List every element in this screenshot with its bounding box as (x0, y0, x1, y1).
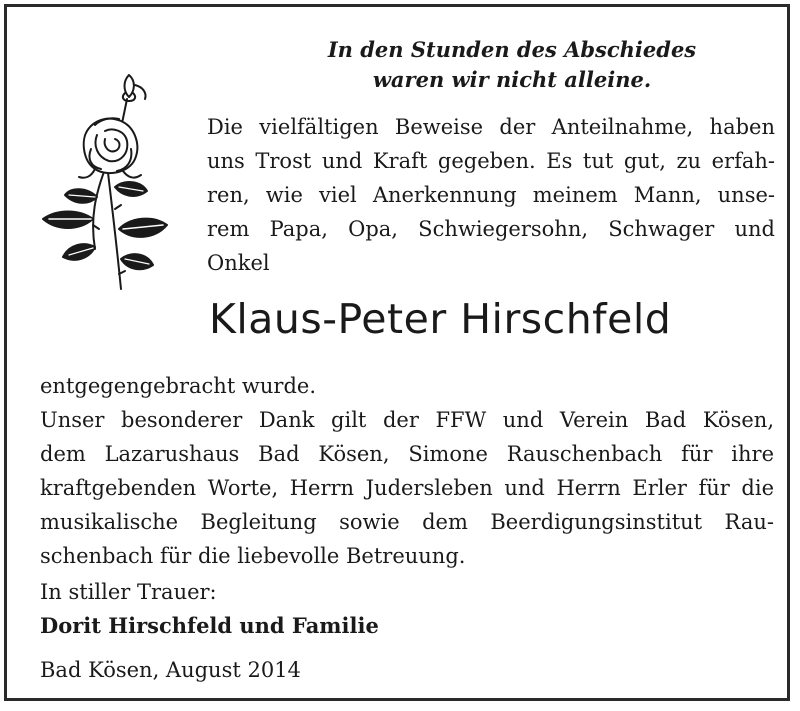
intro-line: ren, wie viel Anerkennung meinem Mann, unse- (207, 183, 775, 207)
rose-icon (35, 69, 173, 291)
body-line: musikalische Begleitung sowie dem Beerdigungsinstitut Rau- (40, 510, 774, 534)
place-date: Bad Kösen, August 2014 (40, 658, 301, 682)
body-line: dem Lazarushaus Bad Kösen, Simone Rauschenbach für ihre (40, 442, 774, 466)
motto (277, 35, 747, 95)
motto-line-2: waren wir nicht alleine. (372, 67, 652, 92)
intro-line: rem Papa, Opa, Schwiegersohn, Schwager und (207, 217, 775, 241)
signer-name: Dorit Hirschfeld und Familie (40, 613, 379, 638)
intro-line: Die vielfältigen Beweise der Anteilnahme, haben (207, 115, 775, 139)
intro-text (207, 110, 775, 280)
closing-block (40, 575, 640, 687)
closing-greeting: In stiller Trauer: (40, 580, 217, 604)
body-line: Unser besonderer Dank gilt der FFW und Verein Bad Kösen, (40, 408, 774, 432)
intro-line: Onkel (207, 251, 270, 275)
body-line: schenbach für die liebevolle Betreuung. (40, 544, 466, 568)
notice-frame (4, 4, 790, 701)
body-line: kraftgebenden Worte, Herrn Judersleben und Herrn Erler für die (40, 476, 774, 500)
intro-line: uns Trost und Kraft gegeben. Es tut gut, zu erfah- (207, 149, 775, 173)
body-line: entgegengebracht wurde. (40, 374, 317, 398)
body-text (40, 369, 774, 573)
deceased-name: Klaus-Peter Hirschfeld (209, 295, 672, 343)
motto-line-1: In den Stunden des Abschiedes (327, 37, 697, 62)
